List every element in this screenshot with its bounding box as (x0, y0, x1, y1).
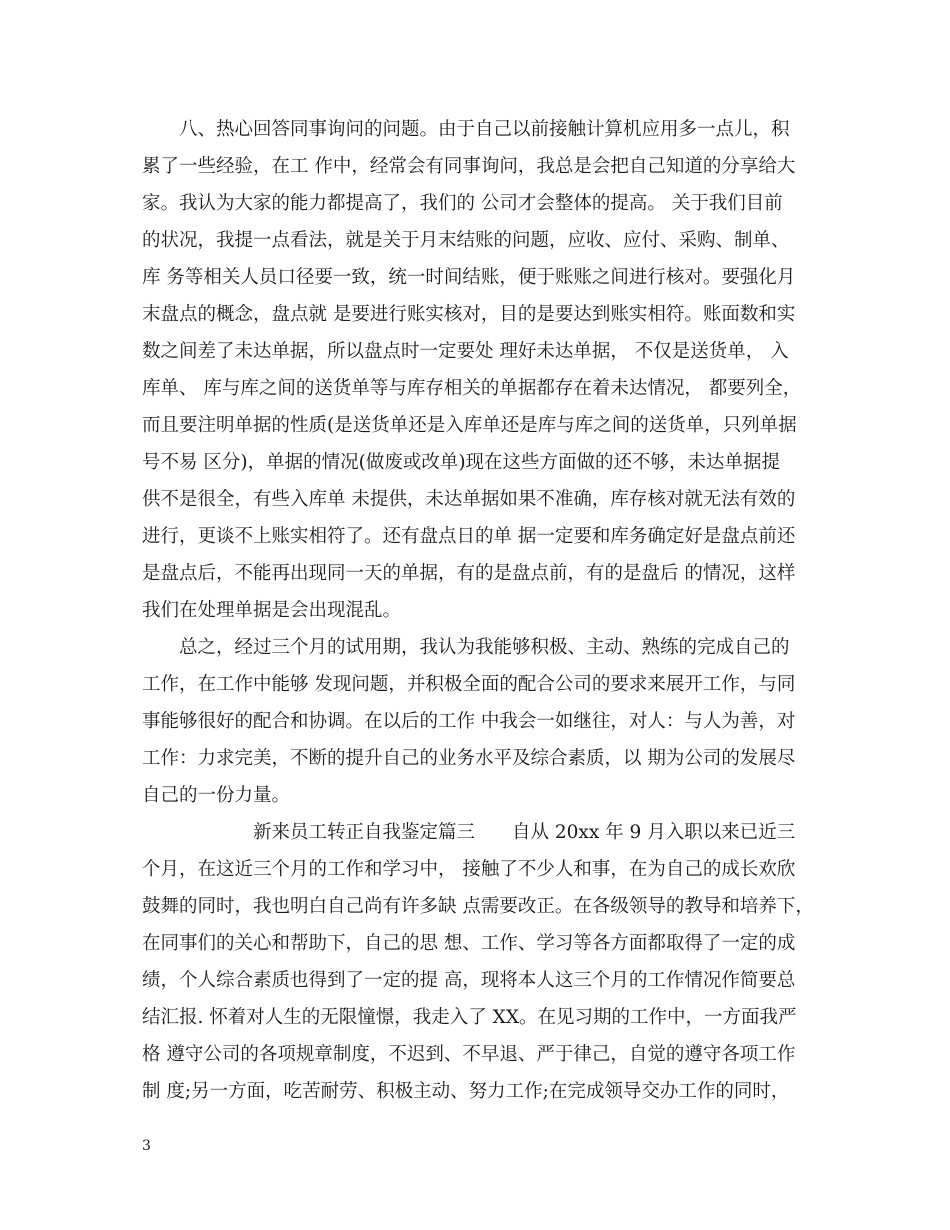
page-number: 3 (142, 1138, 151, 1154)
text-line: 格 遵守公司的各项规章制度，不迟到、不早退、严于律己，自觉的遵守各项工作 (142, 1044, 796, 1065)
text-line: 供不是很全，有些入库单 未提供，未达单据如果不准确，库存核对就无法有效的 (142, 489, 796, 510)
text-line: 总之，经过三个月的试用期，我认为我能够积极、主动、熟练的完成自己的 (142, 637, 790, 658)
text-line: 在同事们的关心和帮助下，自己的思 想、工作、学习等各方面都取得了一定的成 (142, 933, 796, 954)
text-line: 工作：力求完美，不断的提升自己的业务水平及综合素质，以 期为公司的发展尽 (142, 748, 796, 769)
text-line: 而且要注明单据的性质(是送货单还是入库单还是库与库之间的送货单，只列单据 (142, 415, 797, 436)
text-line: 是盘点后，不能再出现同一天的单据，有的是盘点前，有的是盘后 的情况，这样 (142, 563, 796, 584)
text-line: 库单、 库与库之间的送货单等与库存相关的单据都存在着未达情况， 都要列全， (142, 378, 802, 399)
text-line: 数之间差了未达单据，所以盘点时一定要处 理好未达单据， 不仅是送货单， 入 (142, 341, 789, 362)
text-line: 累了一些经验，在工 作中，经常会有同事询问，我总是会把自己知道的分享给大 (142, 156, 796, 177)
text-line: 进行，更谈不上账实相符了。还有盘点日的单 据一定要和库务确定好是盘点前还 (142, 526, 796, 547)
text-line: 事能够很好的配合和协调。在以后的工作 中我会一如继往，对人：与人为善，对 (142, 711, 796, 732)
section-heading-line: 新来员工转正自我鉴定篇三 自从 20xx 年 9 月入职以来已近三 (142, 822, 796, 843)
text-line: 制 度;另一方面，吃苦耐劳、积极主动、努力工作;在完成领导交办工作的同时， (142, 1081, 790, 1102)
text-line: 号不易 区分)，单据的情况(做废或改单)现在这些方面做的还不够，未达单据提 (142, 452, 781, 473)
text-line: 工作，在工作中能够 发现问题，并积极全面的配合公司的要求来展开工作，与同 (142, 674, 796, 695)
text-line: 鼓舞的同时，我也明白自己尚有许多缺 点需要改正。在各级领导的教导和培养下， (142, 896, 814, 917)
text-line: 绩，个人综合素质也得到了一定的提 高，现将本人这三个月的工作情况作简要总 (142, 970, 796, 991)
text-line: 自己的一份力量。 (142, 785, 291, 806)
text-line: 家。我认为大家的能力都提高了，我们的 公司才会整体的提高。 关于我们目前 (142, 193, 783, 214)
text-line: 八、热心回答同事询问的问题。由于自己以前接触计算机应用多一点儿，积 (142, 119, 790, 140)
text-line: 库 务等相关人员口径要一致，统一时间结账，便于账账之间进行核对。要强化月 (142, 267, 796, 288)
text-line: 的状况，我提一点看法，就是关于月末结账的问题，应收、应付、采购、制单、 (142, 230, 790, 251)
text-line: 末盘点的概念，盘点就 是要进行账实核对，目的是要达到账实相符。账面数和实 (142, 304, 796, 325)
text-line: 我们在处理单据是会出现混乱。 (142, 600, 402, 621)
text-line: 个月，在这近三个月的工作和学习中， 接触了不少人和事，在为自己的成长欢欣 (142, 859, 796, 880)
text-line: 结汇报. 怀着对人生的无限憧憬，我走入了 XX。在见习期的工作中，一方面我严 (142, 1007, 797, 1028)
